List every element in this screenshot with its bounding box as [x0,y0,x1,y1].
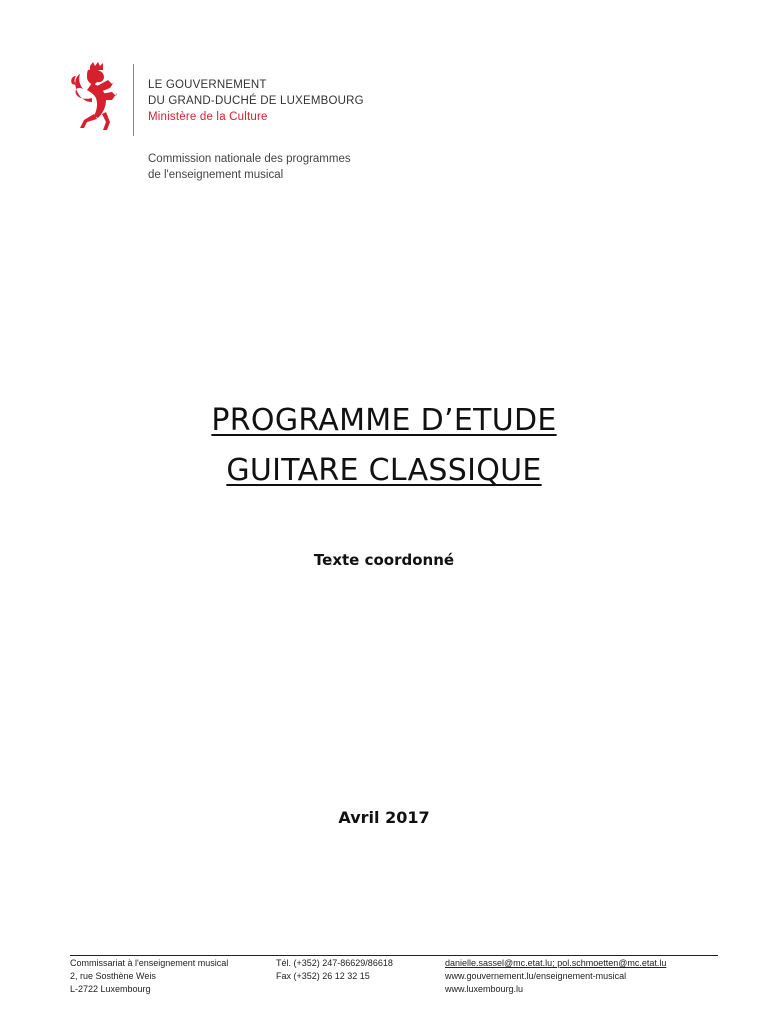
footer-address-line: 2, rue Sosthène Weis [70,971,156,981]
footer-phone [276,957,393,983]
footer-address-line: L-2722 Luxembourg [70,984,151,994]
document-subtitle: Texte coordonné [313,551,455,569]
commission-name-line2: de l'enseignement musical [148,169,284,181]
header-divider [133,64,134,136]
footer-address [70,957,228,996]
government-name-line1: LE GOUVERNEMENT [148,79,267,91]
footer-phone-line: Tél. (+352) 247-86629/86618 [276,958,393,968]
header-logo-block [70,62,370,192]
document-title-line1: PROGRAMME D’ETUDE [211,403,557,438]
footer-website-link[interactable]: www.luxembourg.lu [445,984,524,994]
footer-address-line: Commissariat à l'enseignement musical [70,958,229,968]
footer-contacts [445,957,666,996]
ministry-name: Ministère de la Culture [148,111,268,123]
document-title-line2: GUITARE CLASSIQUE [226,453,542,488]
red-lion-icon [70,62,128,132]
document-date: Avril 2017 [338,808,430,827]
footer-email-link[interactable]: danielle.sassel@mc.etat.lu; pol.schmoetten@mc.etat.lu [445,958,667,968]
footer-fax-line: Fax (+352) 26 12 32 15 [276,971,370,981]
commission-name-line1: Commission nationale des programmes [148,153,351,165]
footer-website-link[interactable]: www.gouvernement.lu/enseignement-musical [445,971,627,981]
government-name-line2: DU GRAND-DUCHÉ DE LUXEMBOURG [148,95,364,107]
footer-divider [70,955,718,956]
